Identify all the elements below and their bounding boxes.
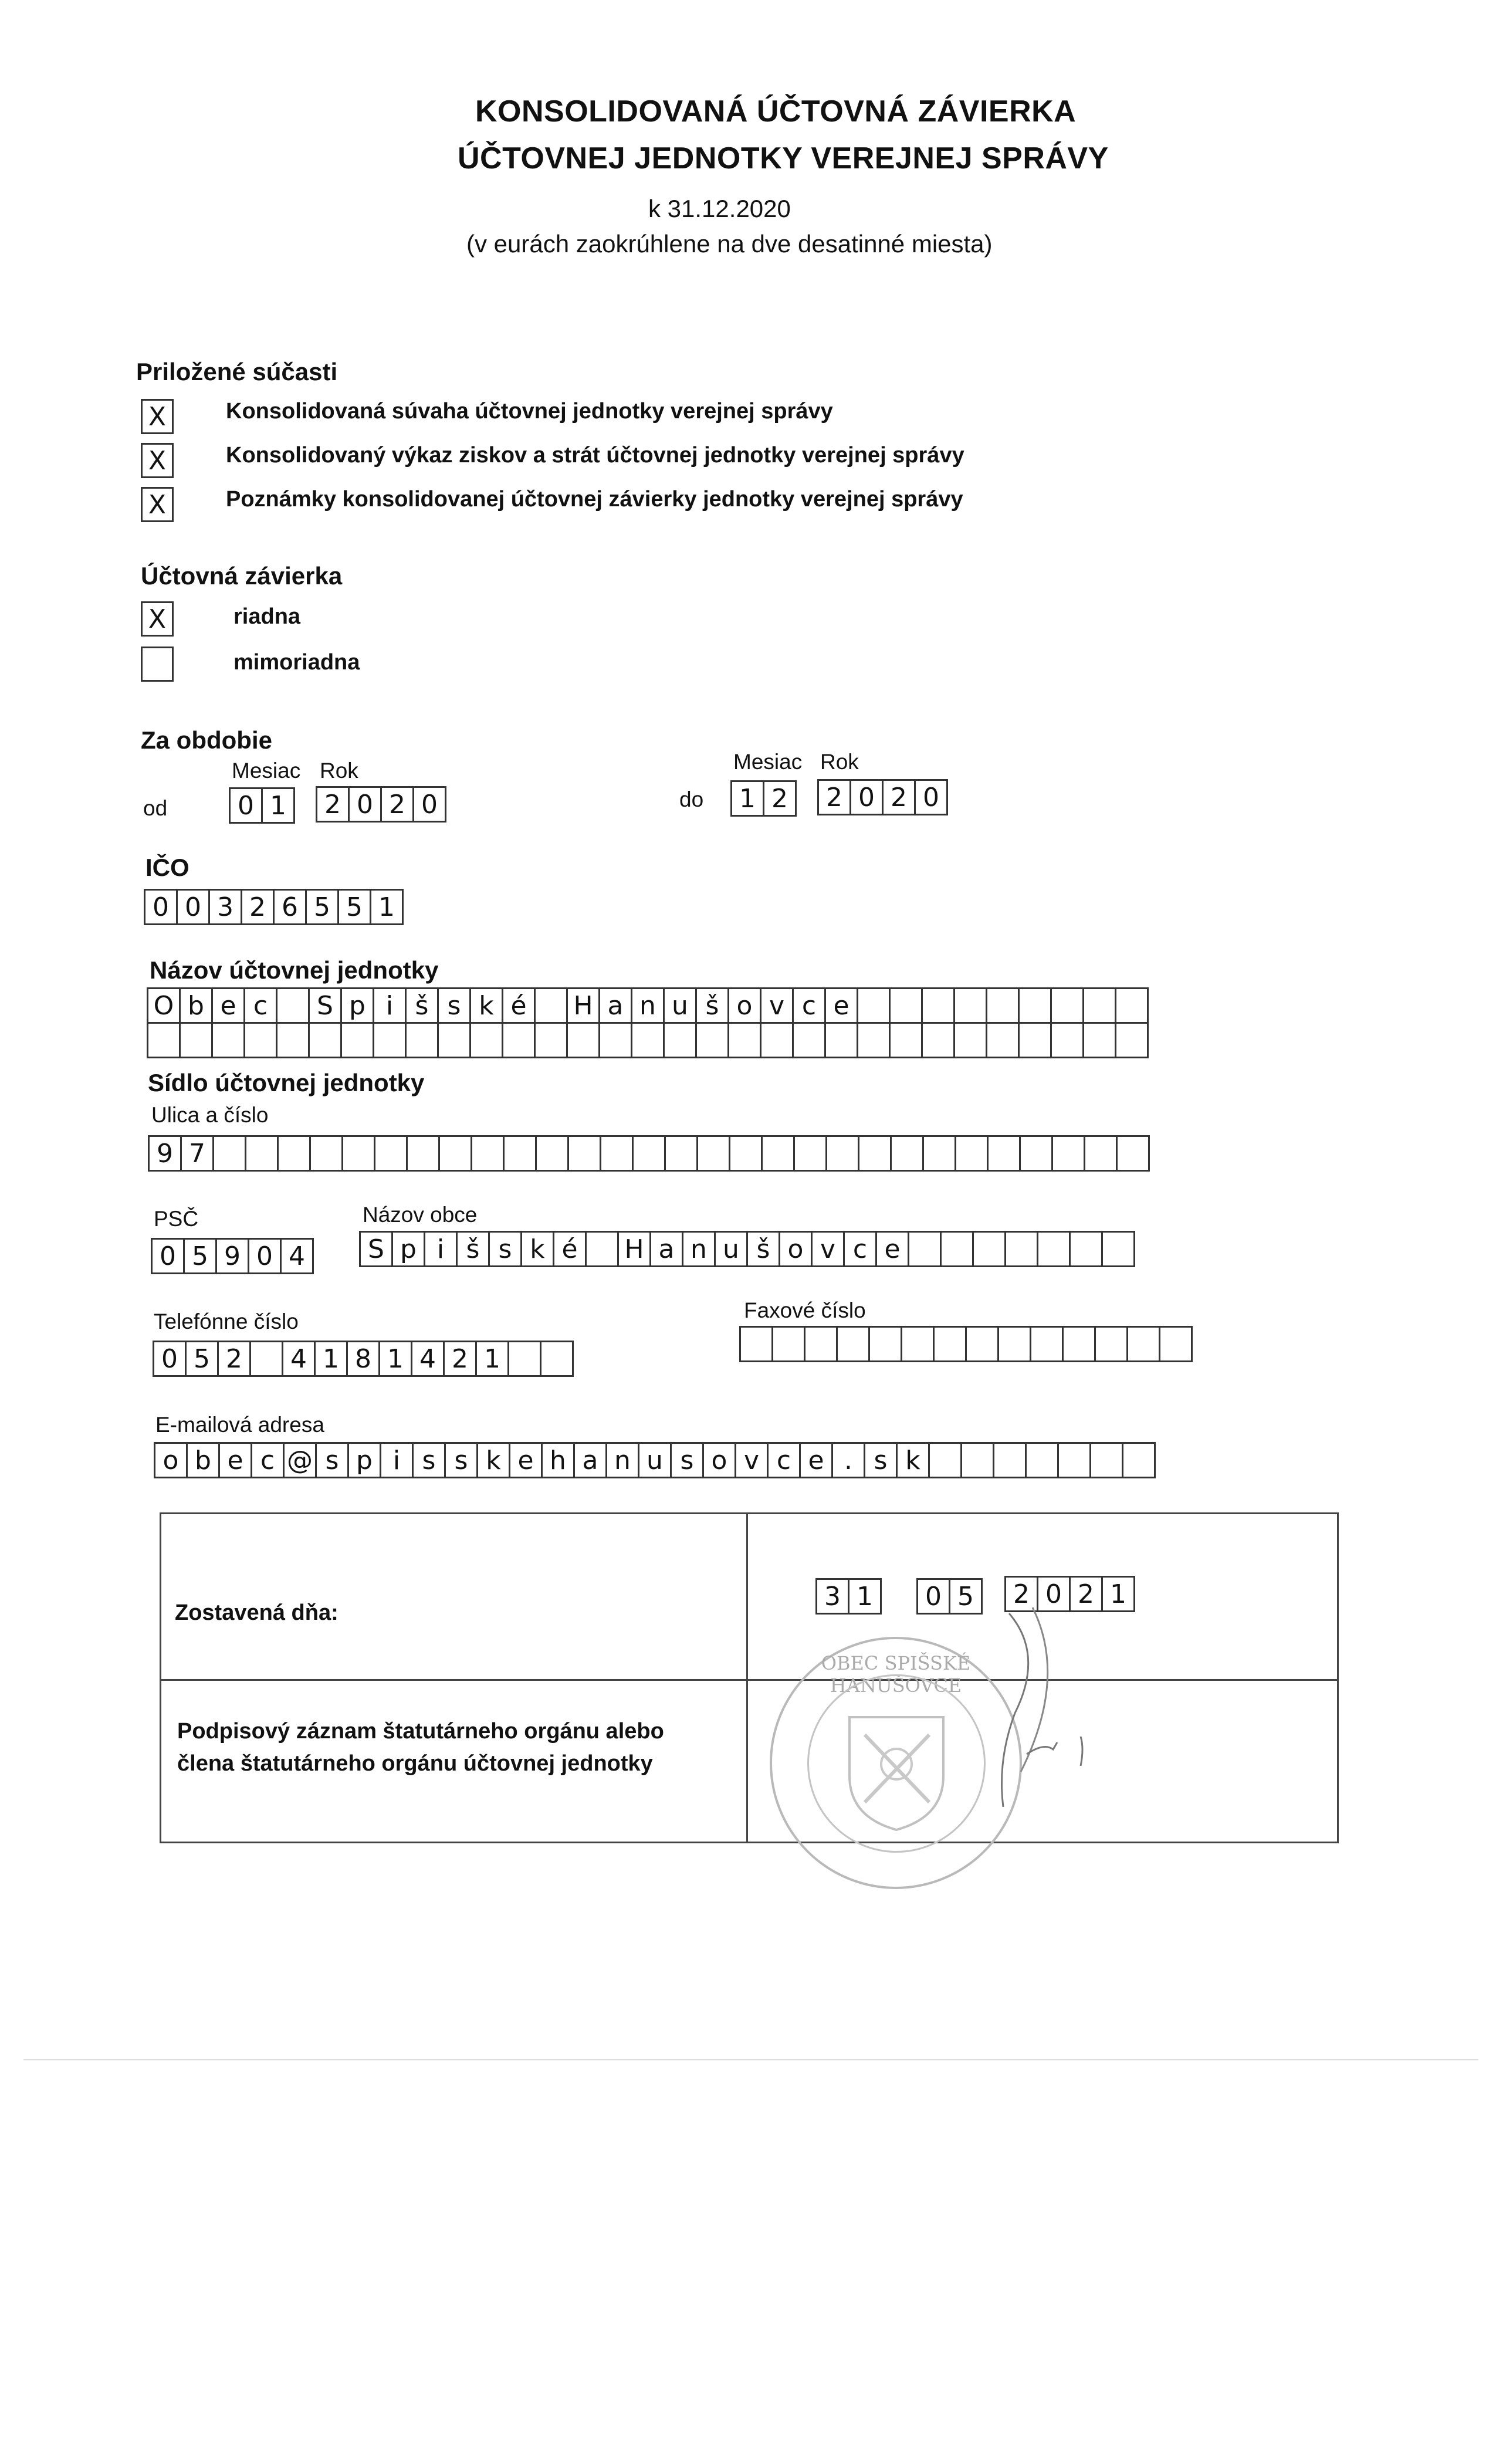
street-char (471, 1135, 505, 1172)
to-year-digit: 2 (882, 779, 916, 815)
city-char (585, 1231, 619, 1267)
phone-cells[interactable] (153, 1341, 572, 1377)
street-char (793, 1135, 827, 1172)
ico-digit: 6 (273, 889, 307, 925)
entity-name-char: s (437, 987, 471, 1024)
email-char: i (380, 1442, 414, 1478)
entity-name-char (695, 1022, 729, 1058)
street-char (825, 1135, 859, 1172)
phone-digit (507, 1341, 541, 1377)
from-year-digit: 0 (348, 786, 382, 823)
fax-digit (868, 1326, 902, 1362)
email-char: v (735, 1442, 769, 1478)
from-month-digit: 0 (229, 787, 263, 824)
fax-digit (997, 1326, 1031, 1362)
phone-digit: 1 (475, 1341, 509, 1377)
address-heading: Sídlo účtovnej jednotky (148, 1069, 425, 1096)
ico-label: IČO (145, 854, 189, 881)
city-char: v (811, 1231, 845, 1267)
compiled-year-digit: 0 (1037, 1576, 1071, 1612)
entity-name-char (1050, 1022, 1084, 1058)
entity-name-char: v (760, 987, 794, 1024)
psc-label: PSČ (154, 1207, 199, 1231)
fax-digit (1159, 1326, 1193, 1362)
from-year-cells[interactable] (316, 786, 445, 823)
entity-name-char: e (211, 987, 245, 1024)
to-month-cells[interactable] (730, 780, 795, 817)
ico-digit: 0 (176, 889, 210, 925)
street-char (632, 1135, 666, 1172)
entity-name-char (502, 1022, 536, 1058)
entity-name-char (1115, 1022, 1149, 1058)
entity-name-char: c (243, 987, 277, 1024)
email-char: c (767, 1442, 801, 1478)
email-char: o (702, 1442, 736, 1478)
fax-digit (804, 1326, 838, 1362)
email-char: o (154, 1442, 188, 1478)
entity-name-char (921, 987, 955, 1024)
city-char (1004, 1231, 1038, 1267)
phone-digit (540, 1341, 574, 1377)
email-char (1089, 1442, 1123, 1478)
statement-type-extraordinary-label: mimoriadna (233, 650, 360, 675)
street-char (664, 1135, 698, 1172)
compiled-date-label: Zostavená dňa: (175, 1600, 339, 1625)
compiled-year-digit: 2 (1004, 1576, 1038, 1612)
fax-label: Faxové číslo (744, 1298, 866, 1322)
to-year-cells[interactable] (817, 779, 946, 815)
email-char: k (896, 1442, 930, 1478)
title-line-1: KONSOLIDOVANÁ ÚČTOVNÁ ZÁVIERKA (475, 94, 1077, 128)
city-char: š (456, 1231, 490, 1267)
entity-name-char: a (598, 987, 632, 1024)
phone-digit: 2 (217, 1341, 251, 1377)
entity-name-char: c (792, 987, 826, 1024)
street-label: Ulica a číslo (151, 1103, 269, 1127)
entity-name-char (824, 1022, 858, 1058)
entity-name-char (1115, 987, 1149, 1024)
entity-name-char (1082, 987, 1116, 1024)
entity-name-char: o (727, 987, 761, 1024)
compiled-day-cells[interactable] (815, 1578, 880, 1615)
official-seal-text: OBEC SPIŠSKÉ HANUŠOVCE (821, 1652, 971, 1697)
entity-name-char: i (373, 987, 407, 1024)
entity-name-char: H (566, 987, 600, 1024)
city-char (940, 1231, 974, 1267)
entity-name-char: e (824, 987, 858, 1024)
entity-name-char (340, 1022, 374, 1058)
street-char (761, 1135, 795, 1172)
fax-digit (771, 1326, 805, 1362)
phone-digit (249, 1341, 283, 1377)
signature-table-vertical-divider (746, 1512, 748, 1843)
email-cells[interactable] (154, 1442, 1154, 1478)
statement-type-regular-label: riadna (233, 604, 301, 629)
fax-digit (1126, 1326, 1160, 1362)
as-of-date: k 31.12.2020 (648, 195, 791, 222)
street-char (1084, 1135, 1118, 1172)
email-char (1057, 1442, 1091, 1478)
signature-table (160, 1512, 1339, 1843)
attachment-label-balance-sheet: Konsolidovaná súvaha účtovnej jednotky verejnej správy (226, 399, 833, 424)
email-char (993, 1442, 1027, 1478)
email-char: e (509, 1442, 543, 1478)
street-char (987, 1135, 1021, 1172)
statement-type-extraordinary-checkbox[interactable] (141, 647, 174, 682)
city-char: n (682, 1231, 716, 1267)
city-char: H (617, 1231, 651, 1267)
attachment-label-profit-loss: Konsolidovaný výkaz ziskov a strát účtovnej jednotky verejnej správy (226, 443, 964, 468)
fax-digit (933, 1326, 967, 1362)
city-char: o (779, 1231, 813, 1267)
fax-cells[interactable] (739, 1326, 1191, 1362)
entity-name-char (1082, 1022, 1116, 1058)
fax-digit (739, 1326, 773, 1362)
city-char (1101, 1231, 1135, 1267)
attachments-heading: Priložené súčasti (136, 358, 338, 385)
city-char: k (520, 1231, 554, 1267)
street-char: 9 (148, 1135, 182, 1172)
street-char (438, 1135, 472, 1172)
entity-name-char (534, 987, 568, 1024)
from-month-cells[interactable] (229, 787, 293, 824)
street-char (696, 1135, 730, 1172)
entity-name-char (308, 1022, 342, 1058)
city-char (1069, 1231, 1103, 1267)
city-char (972, 1231, 1006, 1267)
street-char (277, 1135, 311, 1172)
psc-digit: 0 (248, 1238, 282, 1274)
city-char (908, 1231, 942, 1267)
entity-name-char (760, 1022, 794, 1058)
entity-name-char: n (631, 987, 665, 1024)
city-char: a (649, 1231, 683, 1267)
to-year-digit: 0 (849, 779, 884, 815)
fax-digit (965, 1326, 999, 1362)
email-char: k (476, 1442, 510, 1478)
phone-label: Telefónne číslo (154, 1309, 299, 1333)
entity-name-char (147, 1022, 181, 1058)
entity-name-char (889, 1022, 923, 1058)
from-label: od (143, 796, 168, 820)
psc-cells[interactable] (151, 1238, 312, 1274)
entity-name-char: é (502, 987, 536, 1024)
city-char: s (488, 1231, 522, 1267)
compiled-year-digit: 2 (1069, 1576, 1103, 1612)
phone-digit: 5 (185, 1341, 219, 1377)
email-char (928, 1442, 962, 1478)
street-char (890, 1135, 924, 1172)
fax-digit (1094, 1326, 1128, 1362)
email-char: e (799, 1442, 833, 1478)
compiled-month-digit: 0 (916, 1578, 950, 1615)
ico-digit: 1 (370, 889, 404, 925)
email-char: u (638, 1442, 672, 1478)
ico-digit: 2 (241, 889, 275, 925)
entity-name-char (663, 1022, 697, 1058)
street-char (729, 1135, 763, 1172)
statement-type-heading: Účtovná závierka (141, 562, 343, 590)
street-char (535, 1135, 569, 1172)
entity-name-char (631, 1022, 665, 1058)
email-char: p (347, 1442, 381, 1478)
entity-name-char (211, 1022, 245, 1058)
street-char (1116, 1135, 1150, 1172)
street-char (503, 1135, 537, 1172)
phone-digit: 0 (153, 1341, 187, 1377)
city-label: Názov obce (363, 1203, 478, 1227)
email-char: s (864, 1442, 898, 1478)
fax-digit (1030, 1326, 1064, 1362)
email-label: E-mailová adresa (155, 1413, 324, 1437)
email-char: s (670, 1442, 704, 1478)
currency-note: (v eurách zaokrúhlene na dve desatinné miesta) (466, 230, 993, 258)
title-line-2: ÚČTOVNEJ JEDNOTKY VEREJNEJ SPRÁVY (458, 141, 1109, 175)
city-char: S (359, 1231, 393, 1267)
psc-digit: 0 (151, 1238, 185, 1274)
entity-name-char (405, 1022, 439, 1058)
to-month-label: Mesiac (733, 750, 803, 774)
entity-name-char: O (147, 987, 181, 1024)
email-char: a (573, 1442, 607, 1478)
to-year-label: Rok (820, 750, 859, 774)
fax-digit (1062, 1326, 1096, 1362)
entity-name-char (921, 1022, 955, 1058)
entity-name-char: u (663, 987, 697, 1024)
city-char: e (875, 1231, 909, 1267)
psc-digit: 9 (215, 1238, 249, 1274)
street-char (245, 1135, 279, 1172)
email-char (960, 1442, 994, 1478)
email-char: h (541, 1442, 575, 1478)
entity-name-char (276, 987, 310, 1024)
entity-name-char: k (469, 987, 503, 1024)
attachment-checkbox-balance-sheet[interactable]: X (141, 399, 174, 434)
from-year-digit: 0 (412, 786, 446, 823)
fax-digit (901, 1326, 935, 1362)
entity-name-cells-row-2[interactable] (147, 1022, 1147, 1058)
entity-name-char (857, 1022, 891, 1058)
email-char: s (412, 1442, 446, 1478)
handwritten-signature (927, 1596, 1115, 1819)
entity-name-char (1018, 1022, 1052, 1058)
email-char: @ (283, 1442, 317, 1478)
to-label: do (679, 787, 704, 811)
entity-name-char (469, 1022, 503, 1058)
ico-digit: 0 (144, 889, 178, 925)
to-year-digit: 0 (914, 779, 948, 815)
compiled-day-digit: 3 (815, 1578, 849, 1615)
entity-name-char (986, 987, 1020, 1024)
street-char (406, 1135, 440, 1172)
city-char: é (553, 1231, 587, 1267)
street-char (341, 1135, 375, 1172)
street-char (600, 1135, 634, 1172)
page-bottom-rule (23, 2059, 1478, 2060)
email-char: s (444, 1442, 478, 1478)
fax-digit (836, 1326, 870, 1362)
city-char: u (714, 1231, 748, 1267)
city-char: i (424, 1231, 458, 1267)
email-char: e (218, 1442, 252, 1478)
street-char (374, 1135, 408, 1172)
ico-digit: 5 (305, 889, 339, 925)
entity-name-char: š (405, 987, 439, 1024)
street-char (858, 1135, 892, 1172)
entity-name-char (437, 1022, 471, 1058)
street-char (955, 1135, 989, 1172)
email-char: c (251, 1442, 285, 1478)
entity-name-char (986, 1022, 1020, 1058)
entity-name-char: S (308, 987, 342, 1024)
street-char (309, 1135, 343, 1172)
phone-digit: 2 (443, 1341, 477, 1377)
street-cells[interactable] (148, 1135, 1148, 1172)
compiled-day-digit: 1 (848, 1578, 882, 1615)
email-char: b (186, 1442, 220, 1478)
entity-name-char: š (695, 987, 729, 1024)
entity-name-char (1050, 987, 1084, 1024)
signature-label-line-1: Podpisový záznam štatutárneho orgánu alebo (177, 1719, 664, 1744)
entity-name-char (889, 987, 923, 1024)
entity-name-char (1018, 987, 1052, 1024)
entity-name-char (179, 1022, 213, 1058)
from-year-digit: 2 (380, 786, 414, 823)
street-char (1051, 1135, 1085, 1172)
city-char: p (391, 1231, 425, 1267)
entity-name-char (953, 1022, 987, 1058)
email-char (1122, 1442, 1156, 1478)
signature-label-line-2: člena štatutárneho orgánu účtovnej jednotky (177, 1751, 653, 1776)
city-char (1037, 1231, 1071, 1267)
street-char (1019, 1135, 1053, 1172)
from-month-digit: 1 (261, 787, 295, 824)
phone-digit: 4 (411, 1341, 445, 1377)
entity-name-char (792, 1022, 826, 1058)
from-year-digit: 2 (316, 786, 350, 823)
entity-name-char (373, 1022, 407, 1058)
psc-digit: 5 (183, 1238, 217, 1274)
to-month-digit: 2 (763, 780, 797, 817)
phone-digit: 1 (378, 1341, 412, 1377)
entity-name-label: Názov účtovnej jednotky (150, 956, 439, 984)
compiled-month-digit: 5 (949, 1578, 983, 1615)
compiled-year-digit: 1 (1101, 1576, 1135, 1612)
entity-name-char (243, 1022, 277, 1058)
psc-digit: 4 (280, 1238, 314, 1274)
city-cells[interactable] (359, 1231, 1133, 1267)
city-char: c (843, 1231, 877, 1267)
phone-digit: 1 (314, 1341, 348, 1377)
ico-digit: 5 (337, 889, 371, 925)
signature-table-horizontal-divider (160, 1679, 1339, 1681)
entity-name-char (953, 987, 987, 1024)
entity-name-char (566, 1022, 600, 1058)
entity-name-char (857, 987, 891, 1024)
period-heading: Za obdobie (141, 726, 272, 754)
entity-name-char (534, 1022, 568, 1058)
email-char: n (605, 1442, 639, 1478)
email-char: s (315, 1442, 349, 1478)
attachment-label-notes: Poznámky konsolidovanej účtovnej závierky jednotky verejnej správy (226, 487, 963, 512)
entity-name-cells-row-1[interactable] (147, 987, 1147, 1024)
ico-digit: 3 (208, 889, 242, 925)
attachment-checkbox-notes[interactable]: X (141, 487, 174, 522)
entity-name-char (727, 1022, 761, 1058)
to-year-digit: 2 (817, 779, 851, 815)
email-char: . (831, 1442, 865, 1478)
ico-cells[interactable] (144, 889, 402, 925)
email-char (1025, 1442, 1059, 1478)
street-char: 7 (180, 1135, 214, 1172)
to-month-digit: 1 (730, 780, 764, 817)
entity-name-char: b (179, 987, 213, 1024)
from-year-label: Rok (320, 759, 358, 783)
street-char (212, 1135, 246, 1172)
phone-digit: 4 (282, 1341, 316, 1377)
entity-name-char (598, 1022, 632, 1058)
attachment-checkbox-profit-loss[interactable]: X (141, 443, 174, 478)
entity-name-char: p (340, 987, 374, 1024)
statement-type-regular-checkbox[interactable]: X (141, 601, 174, 637)
entity-name-char (276, 1022, 310, 1058)
city-char: š (746, 1231, 780, 1267)
street-char (567, 1135, 601, 1172)
street-char (922, 1135, 956, 1172)
phone-digit: 8 (346, 1341, 380, 1377)
from-month-label: Mesiac (232, 759, 301, 783)
